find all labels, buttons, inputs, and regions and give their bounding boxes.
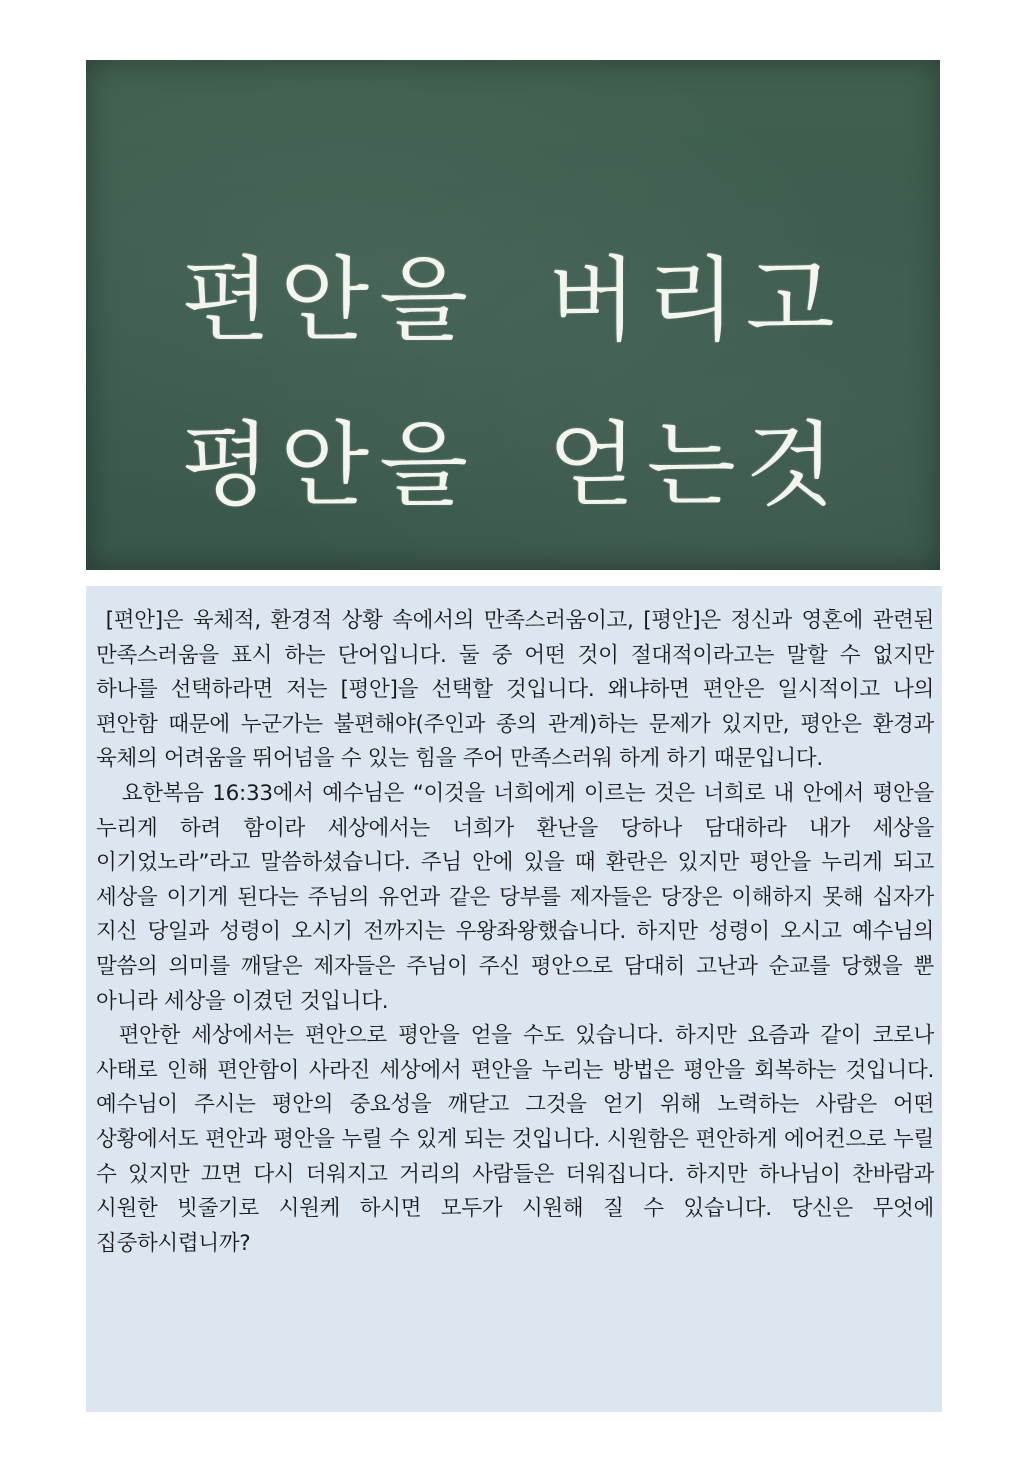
paragraph-2: 요한복음 16:33에서 예수님은 “이것을 너희에게 이르는 것은 너희로 내 안에서 평안을 누리게 하려 함이라 세상에서는 너희가 환난을 당하나 담대하라 내가 세상을 이기었노라”라고 말씀하셨습니다. 주님 안에 있을 때 환란은 있지만 평안을 누리게 되고 세상을 이기게 된다는 주님의 유언과 같은 당부를 제자들은 당장은 이해하지 못해 십자가 지신 당일과 성령이 오시기 전까지는 우왕좌왕했습니다. 하지만 성령이 오시고 예수님의 말씀의 의미를 깨달은 제자들은 주님이 주신 평안으로 담대히 고난과 순교를 당했을 뿐 아니라 세상을 이겼던 것입니다. [96,780,934,1014]
title-line-1 [86,247,940,354]
title-line-1-word-1: 편안을 [181,247,478,354]
title-line-2 [86,412,940,519]
title-line-1-word-2: 버리고 [548,247,845,354]
title-line-2-word-1: 평안을 [181,412,478,519]
title-line-2-word-2: 얻는것 [548,412,845,519]
paragraph-3: 편안한 세상에서는 편안으로 평안을 얻을 수도 있습니다. 하지만 요즘과 같이 코로나 사태로 인해 편안함이 사라진 세상에서 편안을 누리는 방법은 평안을 회복하는 것입니다. 예수님이 주시는 평안의 중요성을 깨닫고 그것을 얻기 위해 노력하는 사람은 어떤 상황에서도 편안과 평안을 누릴 수 있게 되는 것입니다. 시원함은 편안하게 에어컨으로 누릴 수 있지만 끄면 다시 더워지고 거리의 사람들은 더워집니다. 하지만 하나님이 찬바람과 시원한 빗줄기로 시원케 하시면 모두가 시원해 질 수 있습니다. 당신은 무엇에 집중하시렵니까? [96,1023,934,1256]
article-body [86,586,942,1412]
chalkboard-title-image [86,60,940,570]
paragraph-1: [편안]은 육체적, 환경적 상황 속에서의 만족스러움이고, [평안]은 정신과 영혼에 관련된 만족스러움을 표시 하는 단어입니다. 둘 중 어떤 것이 절대적이라고는 말할 수 없지만 하나를 선택하라면 저는 [평안]을 선택할 것입니다. 왜냐하면 편안은 일시적이고 나의 편안함 때문에 누군가는 불편해야(주인과 종의 관계)하는 문제가 있지만, 평안은 환경과 육체의 어려움을 뛰어넘을 수 있는 힘을 주어 만족스러워 하게 하기 때문입니다. [96,608,934,772]
